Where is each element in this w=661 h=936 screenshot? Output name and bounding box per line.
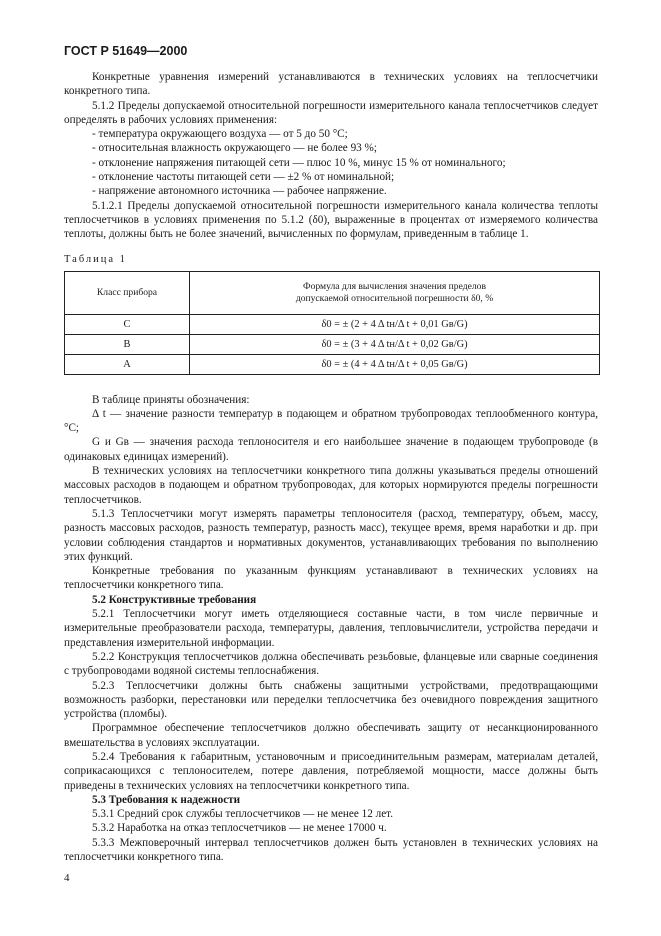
formula-cell: δ0 = ± (3 + 4 Δ tн/Δ t + 0,02 Gв/G) xyxy=(190,334,600,354)
table-row xyxy=(65,354,600,374)
paragraph: 5.3.2 Наработка на отказ теплосчетчиков — не менее 17000 ч. xyxy=(92,822,387,835)
table-header-row xyxy=(65,271,600,314)
paragraph: 5.2.4 Требования к габаритным, установочным и присоединительным размерам, материалам деталей, соприкасающихся с теплоносителем, потере давления, потребляемой мощности, массе должны быть приведены в технических условиях на теплосчетчики конкретного типа. xyxy=(64,750,598,792)
standard-header: ГОСТ Р 51649—2000 xyxy=(64,44,188,58)
section-heading: 5.2 Конструктивные требования xyxy=(92,593,257,606)
paragraph: 5.1.2 Пределы допускаемой относительной погрешности измерительного канала теплосчетчиков следует определять в рабочих условиях применения: xyxy=(64,99,598,126)
class-cell: C xyxy=(65,314,190,334)
paragraph: В таблице приняты обозначения: xyxy=(92,393,250,406)
paragraph: Конкретные требования по указанным функциям устанавливают в технических условиях на теплосчетчики конкретного типа. xyxy=(64,565,598,592)
paragraph: 5.2.3 Теплосчетчики должны быть снабжены защитными устройствами, предотвращающими возможность разборки, перестановки или переделки теплосчетчика без очевидного повреждения защитного устройства (пломбы). xyxy=(64,679,598,721)
class-cell: B xyxy=(65,334,190,354)
page-number: 4 xyxy=(64,872,70,885)
paragraph: 5.3.1 Средний срок службы теплосчетчиков — не менее 12 лет. xyxy=(92,808,394,821)
list-item: - отклонение напряжения питающей сети — плюс 10 %, минус 15 % от номинального; xyxy=(92,156,506,169)
column-header: Класс прибора xyxy=(65,271,190,314)
table-row xyxy=(65,334,600,354)
list-item: - напряжение автономного источника — рабочее напряжение. xyxy=(92,185,387,198)
paragraph: Программное обеспечение теплосчетчиков должно обеспечивать защиту от несанкционированного вмешательства в условиях эксплуатации. xyxy=(64,722,598,749)
list-item: - температура окружающего воздуха — от 5 до 50 °С; xyxy=(92,128,348,141)
table-row xyxy=(65,314,600,334)
list-item: - относительная влажность окружающего — не более 93 %; xyxy=(92,142,377,155)
formula-cell: δ0 = ± (2 + 4 Δ tн/Δ t + 0,01 Gв/G) xyxy=(190,314,600,334)
paragraph: Конкретные уравнения измерений устанавливаются в технических условиях на теплосчетчики конкретного типа. xyxy=(64,71,598,98)
paragraph: 5.3.3 Межповерочный интервал теплосчетчиков должен быть установлен в технических условиях на теплосчетчики конкретного типа. xyxy=(64,836,598,864)
paragraph: В технических условиях на теплосчетчики конкретного типа должны указываться пределы отношений массовых расходов в подающем и обратном трубопроводах, для которых нормируются пределы погрешности теплосчетчиков. xyxy=(64,465,598,506)
paragraph: 5.2.2 Конструкция теплосчетчиков должна обеспечивать резьбовые, фланцевые или сварные соединения с трубопроводами водяной системы теплоснабжения. xyxy=(64,650,598,678)
accuracy-table xyxy=(64,271,600,375)
list-item: - отклонение частоты питающей сети — ±2 % от номинальной; xyxy=(92,171,395,184)
header-line: допускаемой относительной погрешности δ0, % xyxy=(295,292,494,304)
paragraph: 5.1.2.1 Пределы допускаемой относительной погрешности измерительного канала количества теплоты теплосчетчиков в условиях применения по 5.1.2 (δ0), выраженные в процентах от измеряемого количества теплоты, должны быть не более значений, вычисленных по формулам, приведенным в таблице 1. xyxy=(64,199,598,241)
document-page xyxy=(64,44,598,884)
section-heading: 5.3 Требования к надежности xyxy=(92,793,241,806)
column-header xyxy=(190,271,600,314)
paragraph: G и Gв — значения расхода теплоносителя и его наибольшее значение в подающем трубопроводе (в одинаковых единицах измерений). xyxy=(64,436,598,463)
paragraph: 5.1.3 Теплосчетчики могут измерять параметры теплоносителя (расход, температуру, объем, массу, разность массовых расходов, разность температур, разность масс), текущее время, время наработки и др. при условии соблюдения стандартов и нормативных документов, устанавливающих требования по выполнению этих функций. xyxy=(64,507,598,563)
formula-cell: δ0 = ± (4 + 4 Δ tн/Δ t + 0,05 Gв/G) xyxy=(190,354,600,374)
paragraph: Δ t — значение разности температур в подающем и обратном трубопроводах теплообменного контура, °С; xyxy=(64,407,598,435)
class-cell: A xyxy=(65,354,190,374)
header-line: Формула для вычисления значения пределов xyxy=(303,280,486,292)
paragraph: 5.2.1 Теплосчетчики могут иметь отделяющиеся составные части, в том числе первичные и измерительные преобразователи расхода, температуры, давления, тепловычислители, устройства передачи и представления измерительной информации. xyxy=(64,608,598,649)
table-caption: Таблица 1 xyxy=(64,253,127,265)
